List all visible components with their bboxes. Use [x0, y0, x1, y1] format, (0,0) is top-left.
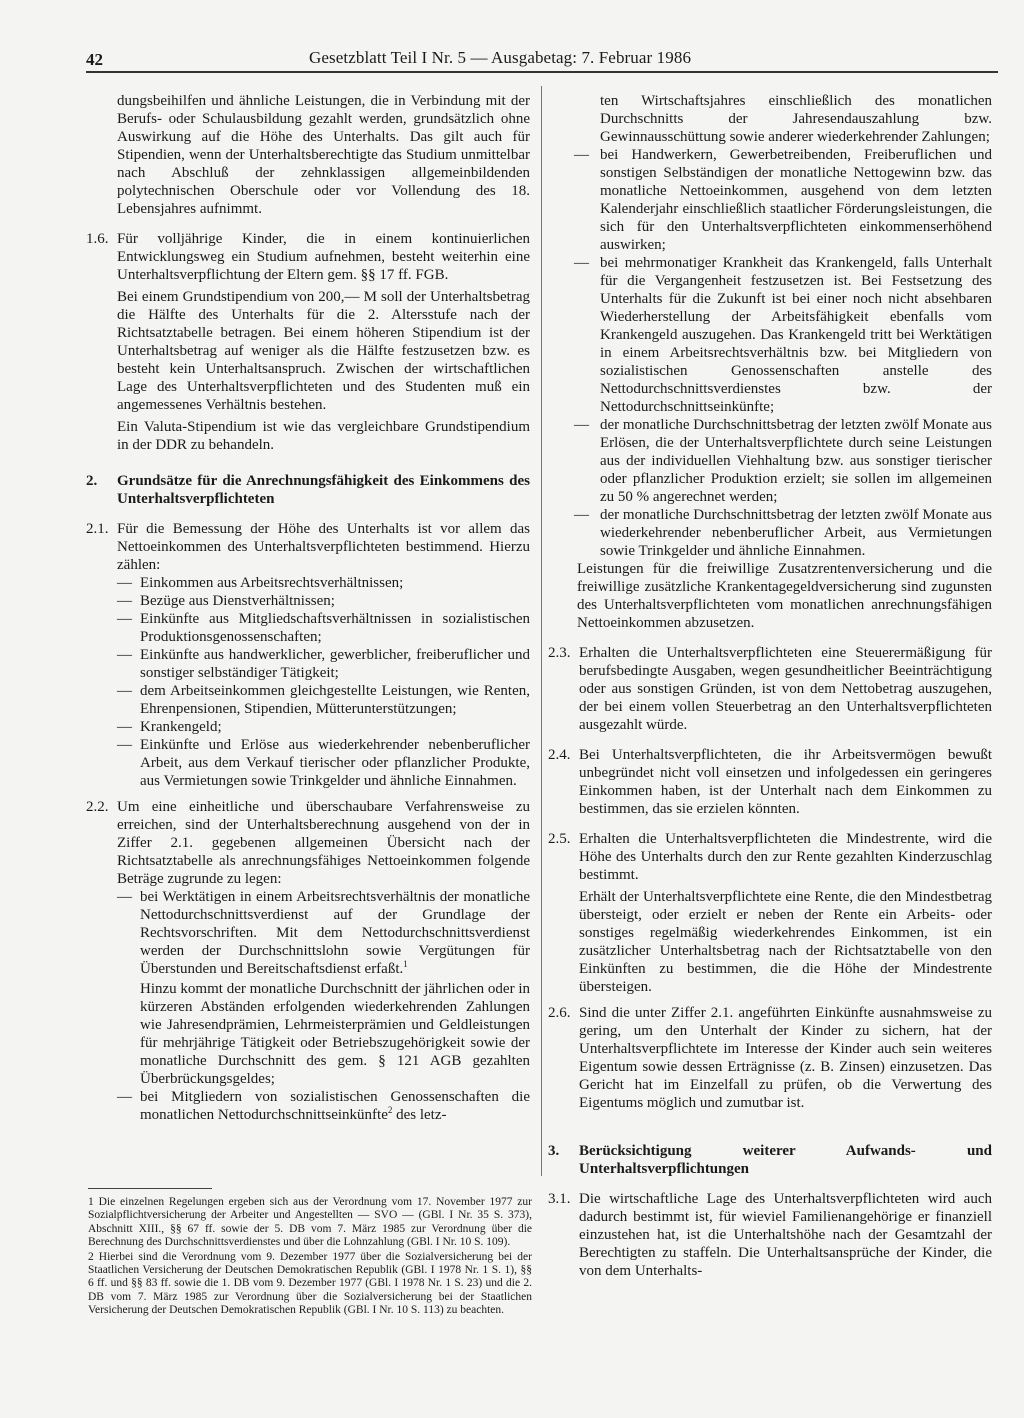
section-text: Erhalten die Unterhaltsverpflichteten eine Steuerermäßigung für berufsbedingte Ausgaben, wegen gesundheitlicher Beeinträchtigung oder aus sonstigen Gründen, ist von dem Nettobetrag auszugehen, der bei einem vollen Steuerbetrag an den Unterhaltsverpflichteten ausgezahlt würde. [579, 645, 992, 733]
section-number: 2.4. [548, 747, 571, 763]
paragraph: Erhält der Unterhaltsverpflichtete eine Rente, die den Mindestbetrag übersteigt, oder erzielt er neben der Rente ein Arbeits- oder sonstiges regelmäßig wiederkehrendes Einkommen, ist ein zusätzlicher Unterhaltsbetrag nach der Richtsatztabelle von den Einkünften zu bestimmen, die die Höhe der Mindestrente übersteigen. [579, 889, 992, 995]
section-text: Für die Bemessung der Höhe des Unterhalts ist vor allem das Nettoeinkommen des Unterhaltsverpflichteten bestimmend. Hierzu zählen: [117, 521, 530, 573]
section-text: Für volljährige Kinder, die in einem kontinuierlichen Entwicklungsweg ein Studium aufnehmen, besteht weiterhin eine Unterhaltsverpflichtung der Eltern gem. §§ 17 ff. FGB. [117, 231, 530, 283]
section-3-1 [548, 1190, 992, 1280]
section-number: 3.1. [548, 1191, 571, 1207]
section-2-1 [86, 520, 530, 574]
footnote-2: 2 Hierbei sind die Verordnung vom 9. Dezember 1977 über die Sozialversicherung bei der Staatlichen Versicherung der Deutschen Demokratischen Republik (GBl. I 1978 Nr. 1 S. 1), §§ 6 ff. und §§ 83 ff. sowie die 1. DB vom 9. Dezember 1977 (GBl. I 1978 Nr. 1 S. 23) und die 2. DB vom 7. März 1985 zur Verordnung über die Sozialversicherung bei der Staatlichen Versicherung der Deutschen Demokratischen Republik (GBl. I Nr. 10 S. 113) zu beachten. [88, 1250, 532, 1317]
header-rule [86, 71, 998, 73]
section-number: 1.6. [86, 231, 109, 247]
income-list [86, 574, 530, 790]
section-number: 2.6. [548, 1005, 571, 1021]
paragraph: Bei einem Grundstipendium von 200,— M soll der Unterhaltsbetrag die Hälfte des Unterhalts für die 2. Altersstufe nach der Richtsatztabelle betragen. Bei einem höheren Stipendium ist der Unterhaltsbetrag auf weniger als die Hälfte festzusetzen bzw. es besteht kein Unterhaltsanspruch. Zwischen der wirtschaftlichen Lage des Unterhaltsverpflichteten und des Studenten muß ein angemessenes Verhältnis bestehen. [117, 289, 530, 413]
section-number: 2.3. [548, 645, 571, 661]
section-2-5 [548, 830, 992, 884]
section-2-heading [86, 472, 530, 508]
list-item: — Bezüge aus Dienstverhältnissen; [117, 593, 335, 609]
list-item: — Einkünfte aus Mitgliedschaftsverhältnissen in sozialistischen Produktionsgenossenschaften; [117, 611, 530, 645]
section-text: Bei Unterhaltsverpflichteten, die ihr Arbeitsvermögen bewußt unbegründet nicht voll einsetzen und infolgedessen ein geringeres Einkommen haben, ist der Unterhalt nach dem Einkommen zu bestimmen, das sie erzielen könnten. [579, 747, 992, 817]
list-item: — Krankengeld; [117, 719, 222, 735]
section-title: Grundsätze für die Anrechnungsfähigkeit des Einkommens des Unterhaltsverpflichteten [117, 473, 530, 507]
section-text: Sind die unter Ziffer 2.1. angeführten Einkünfte ausnahmsweise zu gering, um den Unterhalt der Kinder zu sichern, hat der Unterhaltsverpflichtete im Interesse der Kinder auch sein weiteres Eigentum sowie dessen Erträgnisse (z. B. Zinsen) einzusetzen. Das Gericht hat im Einzelfall zu prüfen, ob die Verwertung des Eigentums möglich und zumutbar ist. [579, 1005, 992, 1111]
section-number: 2.2. [86, 799, 109, 815]
left-column [86, 92, 530, 1124]
footnote-ref: 2 [387, 1105, 393, 1115]
running-header: Gesetzblatt Teil I Nr. 5 — Ausgabetag: 7. Februar 1986 [309, 48, 692, 67]
section-text: Die wirtschaftliche Lage des Unterhaltsverpflichteten wird auch dadurch bestimmt ist, für wieviel Familienangehörige er finanziell einzustehen hat, ist die Unterhaltshöhe nach der Gesamtzahl der Berechtigten zu staffeln. Die Unterhaltsansprüche der Kinder, die von dem Unterhalts- [579, 1191, 992, 1279]
list-item: — bei Mitgliedern von sozialistischen Genossenschaften die monatlichen Nettodurchschnittseinkünfte$^2$ des letz- [117, 1089, 530, 1123]
continued-paragraph: dungsbeihilfen und ähnliche Leistungen, die in Verbindung mit der Berufs- oder Schulausbildung gezahlt werden, grundsätzlich ohne Auswirkung auf die Höhe des Unterhalts. Das gilt auch für Stipendien, wenn der Unterhaltsberechtigte das Studium unmittelbar nach Abschluß der zehnklassigen allgemeinbildenden polytechnischen Oberschule oder vor Vollendung des 18. Lebensjahres aufnimmt. [117, 93, 530, 217]
section-title: Berücksichtigung weiterer Aufwands- und Unterhaltsverpflichtungen [579, 1143, 992, 1177]
paragraph: Leistungen für die freiwillige Zusatzrentenversicherung und die freiwillige zusätzliche Krankentagegeldversicherung sind zugunsten des Unterhaltsverpflichteten vom monatlichen anrechnungsfähigen Nettoeinkommen abzusetzen. [577, 561, 992, 631]
list-item: — der monatliche Durchschnittsbetrag der letzten zwölf Monate aus Erlösen, die der Unterhaltsverpflichtete durch seine Leistungen aus der individuellen Viehhaltung bzw. aus sonstiger tierischer oder pflanzlicher Produktion erzielt; sie sollen im allgemeinen zu 50 % angerechnet werden; [574, 417, 992, 505]
continued-paragraph: ten Wirtschaftsjahres einschließlich des monatlichen Durchschnitts der Jahresendauszahlung bzw. Gewinnausschüttung sowie anderer wiederkehrender Zahlungen; [600, 93, 992, 145]
list-item: — bei Werktätigen in einem Arbeitsrechtsverhältnis der monatliche Nettodurchschnittsverdienst auf der Grundlage der Rechtsvorschriften. Mit dem Nettodurchschnittsverdienst werden der Durchschnittslohn sowie Vergütungen für Überstunden und Bereitschaftsdienst erfaßt.$^1$ [117, 889, 530, 977]
section-number: 2.5. [548, 831, 571, 847]
section-number: 2. [86, 473, 98, 489]
list-item: — Einkünfte aus handwerklicher, gewerblicher, freiberuflicher und sonstiger selbständiger Tätigkeit; [117, 647, 530, 681]
footnote-1: 1 Die einzelnen Regelungen ergeben sich aus der Verordnung vom 17. November 1977 zur Sozialpflichtversicherung der Arbeiter und Angestellten — SVO — (GBl. I Nr. 35 S. 373), Abschnitt XIII., §§ 67 ff. sowie der 5. DB vom 7. März 1985 zur Verordnung über die Berechnung des Durchschnittsverdienstes und über die Lohnzahlung (GBl. I Nr. 10 S. 109). [88, 1196, 532, 1249]
section-2-2 [86, 798, 530, 888]
section-2-6 [548, 1004, 992, 1112]
page-number: 42 [86, 50, 103, 69]
section-2-4 [548, 746, 992, 818]
footnote-ref: 1 [403, 959, 408, 969]
list-item: — dem Arbeitseinkommen gleichgestellte Leistungen, wie Renten, Ehrenpensionen, Stipendien, Mütterunterstützungen; [117, 683, 530, 717]
footnote-rule [88, 1188, 212, 1189]
section-number: 2.1. [86, 521, 109, 537]
section-number: 3. [548, 1143, 560, 1159]
right-column [548, 92, 992, 1280]
list-item: — Einkünfte und Erlöse aus wiederkehrender nebenberuflicher Arbeit, aus dem Verkauf tierischer oder pflanzlicher Produkte, aus Vermietungen sowie Trinkgelder und ähnliche Einnahmen. [117, 737, 530, 789]
section-3-heading [548, 1142, 992, 1178]
section-2-3 [548, 644, 992, 734]
list-item: — bei Handwerkern, Gewerbetreibenden, Freiberuflichen und sonstigen Selbständigen der monatliche Nettogewinn bzw. das monatliche Nettoeinkommen, ausgehend von dem letzten Kalenderjahr einschließlich staatlicher Förderungsleistungen, die sich für den Unterhaltsverpflichteten einkommenserhöhend auswirken; [574, 147, 992, 253]
section-text: Um eine einheitliche und überschaubare Verfahrensweise zu erreichen, sind der Unterhaltsberechnung ausgehend von der in Ziffer 2.1. gegebenen allgemeinen Übersicht nach der Richtsatztabelle als anrechnungsfähiges Nettoeinkommen folgende Beträge zugrunde zu legen: [117, 799, 530, 887]
column-divider [541, 86, 542, 1176]
list-item: — bei mehrmonatiger Krankheit das Krankengeld, falls Unterhalt für die Vergangenheit festzusetzen ist. Bei Festsetzung des Unterhalts für die Zukunft ist bei einer noch nicht absehbaren Wiederherstellung der Arbeitsfähigkeit ebenfalls vom Krankengeld auszugehen. Das Krankengeld tritt bei Werktätigen in einem Arbeitsrechtsverhältnis bzw. bei Mitgliedern von sozialistischen Genossenschaften anstelle des Nettodurchschnittsverdienstes bzw. der Nettodurchschnittseinkünfte; [574, 255, 992, 415]
footnotes [88, 1196, 532, 1319]
paragraph: Ein Valuta-Stipendium ist wie das vergleichbare Grundstipendium in der DDR zu behandeln. [117, 419, 530, 453]
section-1-6 [86, 230, 530, 284]
paragraph: Hinzu kommt der monatliche Durchschnitt der jährlichen oder in kürzeren Abständen erfolgenden wiederkehrenden Zahlungen wie Jahresendprämien, Lehrmeisterprämien und Geldleistungen für mehrjährige Tätigkeit oder Betriebszugehörigkeit sowie der monatliche Durchschnitt des gem. § 121 AGB gezahlten Überbrückungsgeldes; [140, 981, 530, 1087]
section-text: Erhalten die Unterhaltsverpflichteten die Mindestrente, wird die Höhe des Unterhalts durch den zur Rente gezahlten Kinderzuschlag bestimmt. [579, 831, 992, 883]
list-item: — Einkommen aus Arbeitsrechtsverhältnissen; [117, 575, 404, 591]
list-item: — der monatliche Durchschnittsbetrag der letzten zwölf Monate aus wiederkehrender nebenberuflicher Arbeit, aus Vermietungen sowie Trinkgelder und ähnliche Einnahmen. [574, 507, 992, 559]
